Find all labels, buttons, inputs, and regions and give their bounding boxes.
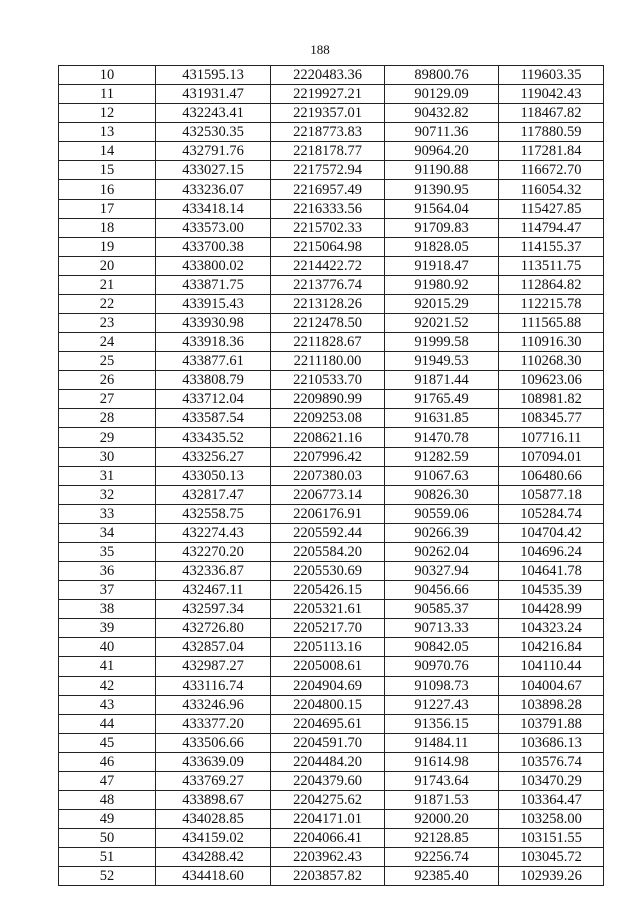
table-row [59, 790, 604, 809]
point-number-cell: 35 [59, 542, 156, 561]
table-row [59, 390, 604, 409]
table-row [59, 161, 604, 180]
coord-b-cell: 2216957.49 [271, 180, 385, 199]
coord-d-cell: 103470.29 [499, 771, 604, 790]
point-number-cell: 49 [59, 810, 156, 829]
table-row [59, 371, 604, 390]
coord-b-cell: 2216333.56 [271, 199, 385, 218]
coord-c-cell: 91356.15 [385, 714, 499, 733]
coord-d-cell: 105284.74 [499, 504, 604, 523]
coord-d-cell: 107716.11 [499, 428, 604, 447]
coord-a-cell: 433871.75 [156, 275, 271, 294]
coord-a-cell: 433418.14 [156, 199, 271, 218]
point-number-cell: 25 [59, 352, 156, 371]
point-number-cell: 44 [59, 714, 156, 733]
coord-d-cell: 112864.82 [499, 275, 604, 294]
coord-d-cell: 116672.70 [499, 161, 604, 180]
table-row [59, 352, 604, 371]
coord-c-cell: 90970.76 [385, 657, 499, 676]
coord-b-cell: 2206773.14 [271, 485, 385, 504]
point-number-cell: 20 [59, 256, 156, 275]
coord-c-cell: 91743.64 [385, 771, 499, 790]
coord-c-cell: 90262.04 [385, 542, 499, 561]
coord-b-cell: 2218773.83 [271, 123, 385, 142]
coord-a-cell: 433587.54 [156, 409, 271, 428]
table-row [59, 447, 604, 466]
coord-d-cell: 103045.72 [499, 848, 604, 867]
coord-b-cell: 2219927.21 [271, 85, 385, 104]
coord-b-cell: 2211828.67 [271, 333, 385, 352]
coord-b-cell: 2205592.44 [271, 523, 385, 542]
coord-d-cell: 104535.39 [499, 581, 604, 600]
coord-b-cell: 2219357.01 [271, 104, 385, 123]
coord-a-cell: 432530.35 [156, 123, 271, 142]
coord-d-cell: 104004.67 [499, 676, 604, 695]
coord-a-cell: 432597.34 [156, 600, 271, 619]
coord-c-cell: 91999.58 [385, 333, 499, 352]
coord-c-cell: 91390.95 [385, 180, 499, 199]
point-number-cell: 48 [59, 790, 156, 809]
coord-c-cell: 90327.94 [385, 562, 499, 581]
point-number-cell: 31 [59, 466, 156, 485]
point-number-cell: 46 [59, 752, 156, 771]
coord-c-cell: 91470.78 [385, 428, 499, 447]
coord-b-cell: 2204066.41 [271, 829, 385, 848]
table-row [59, 523, 604, 542]
coord-a-cell: 434418.60 [156, 867, 271, 886]
coord-a-cell: 434159.02 [156, 829, 271, 848]
coord-d-cell: 112215.78 [499, 294, 604, 313]
coord-b-cell: 2215064.98 [271, 237, 385, 256]
coord-b-cell: 2213128.26 [271, 294, 385, 313]
table-row [59, 409, 604, 428]
point-number-cell: 30 [59, 447, 156, 466]
point-number-cell: 18 [59, 218, 156, 237]
coord-b-cell: 2210533.70 [271, 371, 385, 390]
table-row [59, 638, 604, 657]
coord-c-cell: 91282.59 [385, 447, 499, 466]
coord-a-cell: 433808.79 [156, 371, 271, 390]
coord-d-cell: 108345.77 [499, 409, 604, 428]
coord-d-cell: 104323.24 [499, 619, 604, 638]
coord-b-cell: 2209890.99 [271, 390, 385, 409]
coord-b-cell: 2217572.94 [271, 161, 385, 180]
coord-c-cell: 92021.52 [385, 314, 499, 333]
point-number-cell: 12 [59, 104, 156, 123]
coord-a-cell: 431595.13 [156, 66, 271, 85]
point-number-cell: 38 [59, 600, 156, 619]
coord-c-cell: 91709.83 [385, 218, 499, 237]
coord-b-cell: 2205321.61 [271, 600, 385, 619]
coord-a-cell: 432558.75 [156, 504, 271, 523]
table-row [59, 123, 604, 142]
coord-d-cell: 103791.88 [499, 714, 604, 733]
point-number-cell: 42 [59, 676, 156, 695]
point-number-cell: 17 [59, 199, 156, 218]
table-row [59, 695, 604, 714]
coord-b-cell: 2205008.61 [271, 657, 385, 676]
coord-b-cell: 2203962.43 [271, 848, 385, 867]
coord-a-cell: 432726.80 [156, 619, 271, 638]
table-row [59, 542, 604, 561]
table-row [59, 562, 604, 581]
coord-a-cell: 433877.61 [156, 352, 271, 371]
coord-a-cell: 433377.20 [156, 714, 271, 733]
coord-d-cell: 118467.82 [499, 104, 604, 123]
point-number-cell: 23 [59, 314, 156, 333]
coord-d-cell: 113511.75 [499, 256, 604, 275]
table-row [59, 66, 604, 85]
coord-b-cell: 2204591.70 [271, 733, 385, 752]
point-number-cell: 15 [59, 161, 156, 180]
coord-b-cell: 2204379.60 [271, 771, 385, 790]
coord-a-cell: 432336.87 [156, 562, 271, 581]
coord-c-cell: 90826.30 [385, 485, 499, 504]
coord-c-cell: 91828.05 [385, 237, 499, 256]
table-row [59, 333, 604, 352]
coord-d-cell: 104428.99 [499, 600, 604, 619]
coord-a-cell: 432243.41 [156, 104, 271, 123]
table-row [59, 771, 604, 790]
coord-b-cell: 2204275.62 [271, 790, 385, 809]
point-number-cell: 14 [59, 142, 156, 161]
coord-a-cell: 433898.67 [156, 790, 271, 809]
point-number-cell: 10 [59, 66, 156, 85]
point-number-cell: 41 [59, 657, 156, 676]
coord-d-cell: 106480.66 [499, 466, 604, 485]
coord-b-cell: 2218178.77 [271, 142, 385, 161]
point-number-cell: 24 [59, 333, 156, 352]
coord-d-cell: 104216.84 [499, 638, 604, 657]
coord-c-cell: 91980.92 [385, 275, 499, 294]
coord-a-cell: 433915.43 [156, 294, 271, 313]
coord-a-cell: 432857.04 [156, 638, 271, 657]
point-number-cell: 51 [59, 848, 156, 867]
point-number-cell: 47 [59, 771, 156, 790]
coord-a-cell: 433050.13 [156, 466, 271, 485]
table-row [59, 85, 604, 104]
coord-b-cell: 2206176.91 [271, 504, 385, 523]
coord-a-cell: 433256.27 [156, 447, 271, 466]
coord-c-cell: 92128.85 [385, 829, 499, 848]
coord-d-cell: 110916.30 [499, 333, 604, 352]
table-row [59, 657, 604, 676]
coord-b-cell: 2204171.01 [271, 810, 385, 829]
coord-c-cell: 91098.73 [385, 676, 499, 695]
coord-d-cell: 104641.78 [499, 562, 604, 581]
point-number-cell: 16 [59, 180, 156, 199]
coord-b-cell: 2204800.15 [271, 695, 385, 714]
coord-c-cell: 91484.11 [385, 733, 499, 752]
coord-d-cell: 119603.35 [499, 66, 604, 85]
coord-b-cell: 2205113.16 [271, 638, 385, 657]
coord-c-cell: 90432.82 [385, 104, 499, 123]
coord-d-cell: 115427.85 [499, 199, 604, 218]
coord-c-cell: 91871.44 [385, 371, 499, 390]
table-row [59, 676, 604, 695]
coord-c-cell: 91631.85 [385, 409, 499, 428]
coord-d-cell: 103364.47 [499, 790, 604, 809]
coord-a-cell: 433712.04 [156, 390, 271, 409]
coord-d-cell: 103151.55 [499, 829, 604, 848]
point-number-cell: 36 [59, 562, 156, 581]
coord-c-cell: 91190.88 [385, 161, 499, 180]
coord-b-cell: 2207996.42 [271, 447, 385, 466]
coord-b-cell: 2213776.74 [271, 275, 385, 294]
coord-a-cell: 433027.15 [156, 161, 271, 180]
table-row [59, 294, 604, 313]
point-number-cell: 27 [59, 390, 156, 409]
coord-d-cell: 117281.84 [499, 142, 604, 161]
table-row [59, 466, 604, 485]
coord-c-cell: 90266.39 [385, 523, 499, 542]
coord-c-cell: 91949.53 [385, 352, 499, 371]
table-row [59, 428, 604, 447]
table-row [59, 275, 604, 294]
coord-c-cell: 90585.37 [385, 600, 499, 619]
coord-b-cell: 2211180.00 [271, 352, 385, 371]
coord-b-cell: 2208621.16 [271, 428, 385, 447]
coord-b-cell: 2205217.70 [271, 619, 385, 638]
point-number-cell: 19 [59, 237, 156, 256]
coord-d-cell: 104110.44 [499, 657, 604, 676]
table-row [59, 237, 604, 256]
coord-b-cell: 2220483.36 [271, 66, 385, 85]
coord-c-cell: 91227.43 [385, 695, 499, 714]
coord-c-cell: 90129.09 [385, 85, 499, 104]
coord-b-cell: 2207380.03 [271, 466, 385, 485]
coord-a-cell: 433506.66 [156, 733, 271, 752]
coord-a-cell: 433769.27 [156, 771, 271, 790]
point-number-cell: 39 [59, 619, 156, 638]
coord-b-cell: 2205530.69 [271, 562, 385, 581]
point-number-cell: 32 [59, 485, 156, 504]
point-number-cell: 34 [59, 523, 156, 542]
table-row [59, 256, 604, 275]
coord-c-cell: 90711.36 [385, 123, 499, 142]
coord-d-cell: 103258.00 [499, 810, 604, 829]
table-row [59, 829, 604, 848]
coordinate-table [58, 65, 604, 886]
table-row [59, 581, 604, 600]
coord-b-cell: 2212478.50 [271, 314, 385, 333]
coord-d-cell: 105877.18 [499, 485, 604, 504]
coord-d-cell: 103898.28 [499, 695, 604, 714]
table-row [59, 218, 604, 237]
coord-a-cell: 432270.20 [156, 542, 271, 561]
table-row [59, 848, 604, 867]
coord-a-cell: 433246.96 [156, 695, 271, 714]
table-row [59, 314, 604, 333]
point-number-cell: 11 [59, 85, 156, 104]
coord-b-cell: 2209253.08 [271, 409, 385, 428]
coord-b-cell: 2214422.72 [271, 256, 385, 275]
coord-c-cell: 92000.20 [385, 810, 499, 829]
table-row [59, 199, 604, 218]
point-number-cell: 45 [59, 733, 156, 752]
coord-d-cell: 119042.43 [499, 85, 604, 104]
coord-c-cell: 92256.74 [385, 848, 499, 867]
coord-a-cell: 431931.47 [156, 85, 271, 104]
coord-d-cell: 107094.01 [499, 447, 604, 466]
page-number: 188 [310, 42, 330, 57]
coord-b-cell: 2205426.15 [271, 581, 385, 600]
coord-d-cell: 114155.37 [499, 237, 604, 256]
coord-c-cell: 90842.05 [385, 638, 499, 657]
point-number-cell: 52 [59, 867, 156, 886]
coord-d-cell: 102939.26 [499, 867, 604, 886]
coord-b-cell: 2204484.20 [271, 752, 385, 771]
coord-d-cell: 103576.74 [499, 752, 604, 771]
table-row [59, 142, 604, 161]
table-row [59, 714, 604, 733]
point-number-cell: 28 [59, 409, 156, 428]
point-number-cell: 43 [59, 695, 156, 714]
coord-a-cell: 433918.36 [156, 333, 271, 352]
table-row [59, 867, 604, 886]
coord-a-cell: 433435.52 [156, 428, 271, 447]
coord-d-cell: 108981.82 [499, 390, 604, 409]
table-row [59, 485, 604, 504]
coord-c-cell: 89800.76 [385, 66, 499, 85]
coord-c-cell: 90713.33 [385, 619, 499, 638]
coord-a-cell: 433116.74 [156, 676, 271, 695]
point-number-cell: 50 [59, 829, 156, 848]
coord-c-cell: 91564.04 [385, 199, 499, 218]
table-row [59, 104, 604, 123]
coord-b-cell: 2204695.61 [271, 714, 385, 733]
coord-d-cell: 114794.47 [499, 218, 604, 237]
coord-d-cell: 103686.13 [499, 733, 604, 752]
table-row [59, 733, 604, 752]
coordinate-table-body [59, 66, 604, 886]
point-number-cell: 26 [59, 371, 156, 390]
coord-a-cell: 433573.00 [156, 218, 271, 237]
coord-c-cell: 91614.98 [385, 752, 499, 771]
coord-d-cell: 117880.59 [499, 123, 604, 142]
coord-b-cell: 2215702.33 [271, 218, 385, 237]
point-number-cell: 37 [59, 581, 156, 600]
point-number-cell: 21 [59, 275, 156, 294]
coord-a-cell: 433236.07 [156, 180, 271, 199]
coord-d-cell: 109623.06 [499, 371, 604, 390]
coord-a-cell: 432987.27 [156, 657, 271, 676]
table-row [59, 810, 604, 829]
coord-d-cell: 111565.88 [499, 314, 604, 333]
coord-c-cell: 91918.47 [385, 256, 499, 275]
coord-b-cell: 2204904.69 [271, 676, 385, 695]
table-row [59, 600, 604, 619]
point-number-cell: 29 [59, 428, 156, 447]
coord-a-cell: 432467.11 [156, 581, 271, 600]
coord-d-cell: 104704.42 [499, 523, 604, 542]
coord-c-cell: 92385.40 [385, 867, 499, 886]
point-number-cell: 22 [59, 294, 156, 313]
coord-a-cell: 433930.98 [156, 314, 271, 333]
coord-d-cell: 116054.32 [499, 180, 604, 199]
coord-c-cell: 90559.06 [385, 504, 499, 523]
coord-a-cell: 434288.42 [156, 848, 271, 867]
table-row [59, 752, 604, 771]
coord-b-cell: 2205584.20 [271, 542, 385, 561]
coord-c-cell: 91871.53 [385, 790, 499, 809]
coord-d-cell: 110268.30 [499, 352, 604, 371]
coord-a-cell: 433800.02 [156, 256, 271, 275]
coord-b-cell: 2203857.82 [271, 867, 385, 886]
coord-c-cell: 90964.20 [385, 142, 499, 161]
coord-a-cell: 433700.38 [156, 237, 271, 256]
coord-c-cell: 91067.63 [385, 466, 499, 485]
coord-a-cell: 434028.85 [156, 810, 271, 829]
table-row [59, 180, 604, 199]
table-row [59, 504, 604, 523]
point-number-cell: 13 [59, 123, 156, 142]
point-number-cell: 40 [59, 638, 156, 657]
point-number-cell: 33 [59, 504, 156, 523]
coord-a-cell: 432817.47 [156, 485, 271, 504]
coord-a-cell: 432274.43 [156, 523, 271, 542]
coord-c-cell: 92015.29 [385, 294, 499, 313]
coord-d-cell: 104696.24 [499, 542, 604, 561]
coord-c-cell: 90456.66 [385, 581, 499, 600]
coord-a-cell: 432791.76 [156, 142, 271, 161]
coord-a-cell: 433639.09 [156, 752, 271, 771]
coord-c-cell: 91765.49 [385, 390, 499, 409]
table-row [59, 619, 604, 638]
